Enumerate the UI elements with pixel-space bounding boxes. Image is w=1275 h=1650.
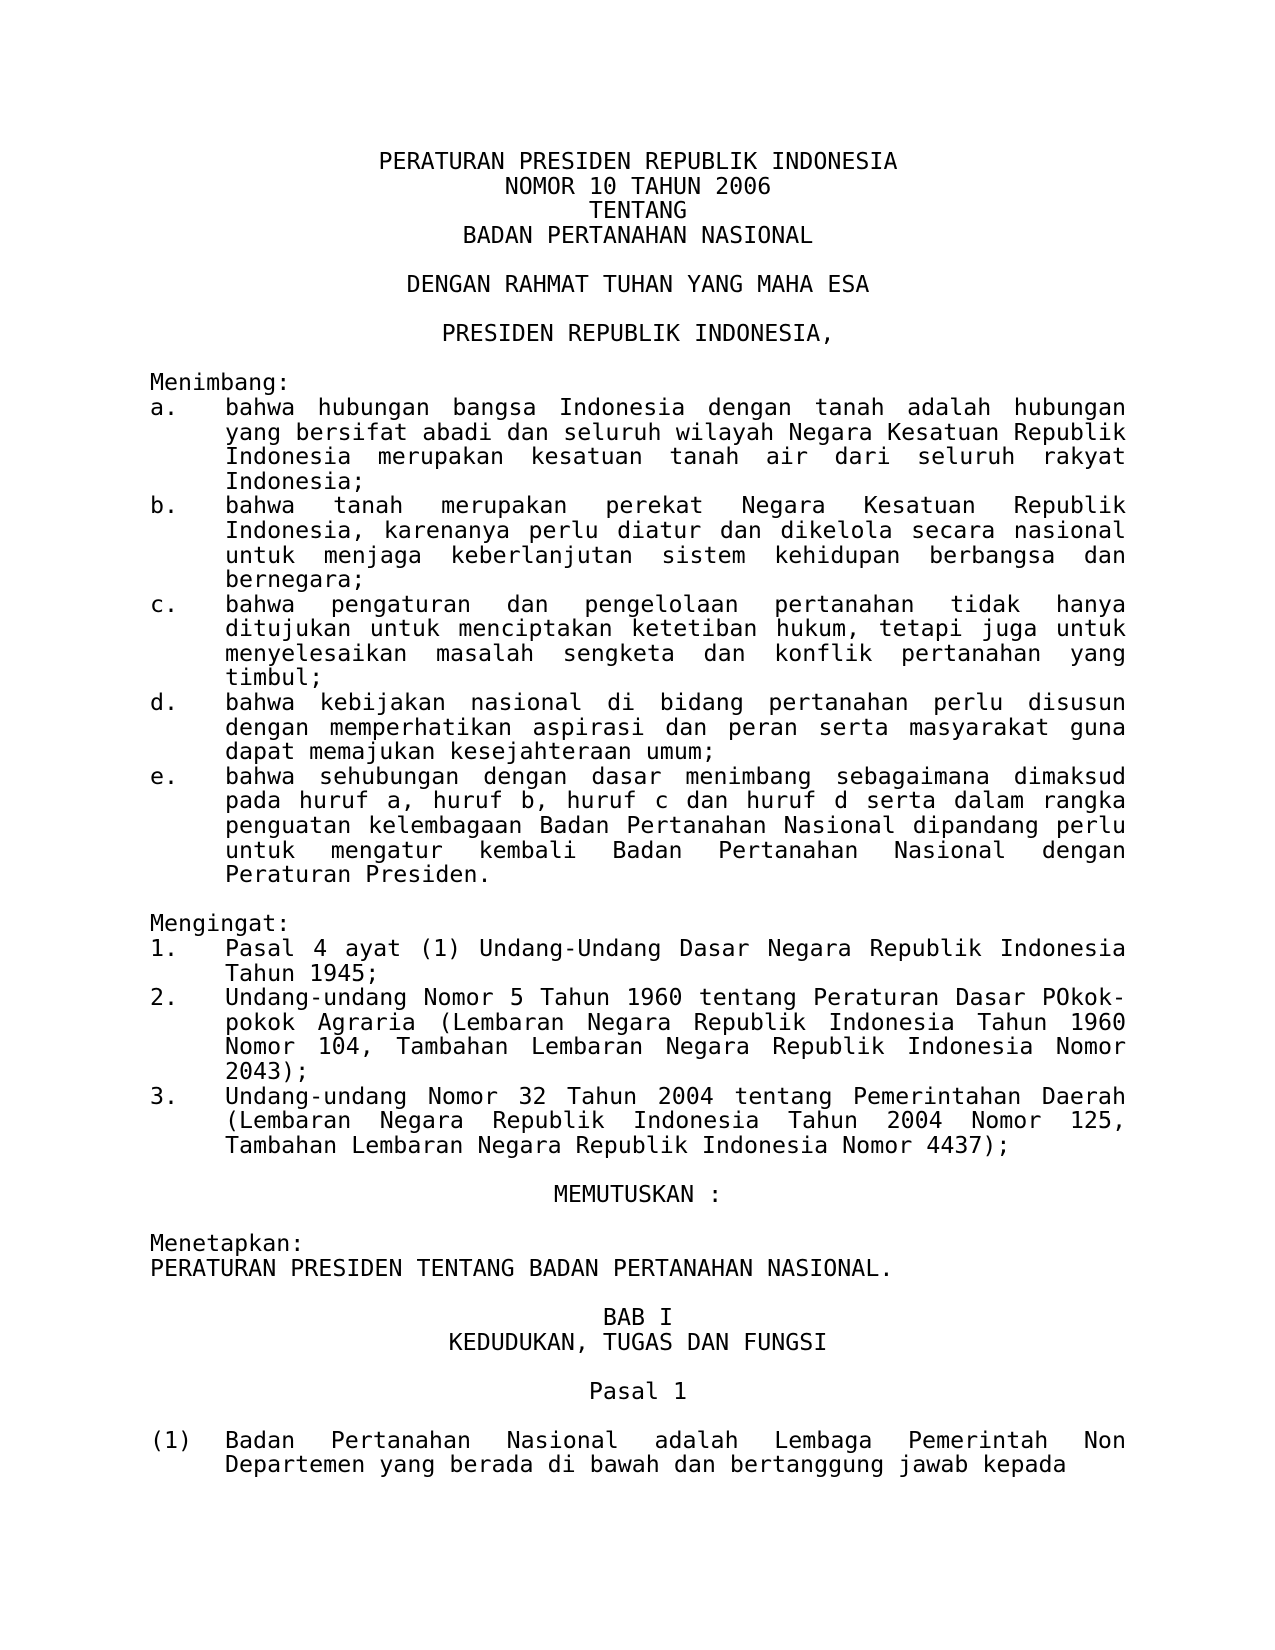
item-label: b. [150,492,179,520]
chapter-number: BAB I [602,1303,674,1331]
mengingat-item [150,937,1126,986]
regulation-type: PERATURAN PRESIDEN REPUBLIK INDONESIA [378,148,898,175]
item-text: Pasal 4 ayat (1) Undang-Undang Dasar Negara Republik Indonesia Tahun 1945; [225,935,1126,987]
regulation-subject: BADAN PERTANAHAN NASIONAL [462,221,814,249]
paragraph-label: (1) [150,1426,193,1454]
item-label: 1. [150,935,179,962]
mengingat-item [150,986,1126,1084]
item-text: Undang-undang Nomor 5 Tahun 1960 tentang Peraturan Dasar POkok-pokok Agraria (Lembaran Negara Republik Indonesia Tahun 1960 Nomor 104, Tambahan Lembaran Negara Republik Indonesia Nomor 2043); [225,984,1126,1085]
item-text: bahwa hubungan bangsa Indonesia dengan tanah adalah hubungan yang bersifat abadi dan seluruh wilayah Negara Kesatuan Republik Indonesia merupakan kesatuan tanah air dari seluruh rakyat Indonesia; [225,393,1126,495]
item-text: bahwa pengaturan dan pengelolaan pertanahan tidak hanya ditujukan untuk menciptakan ketetiban hukum, tetapi juga untuk menyelesaikan masalah sengketa dan konflik pertanahan yang timbul; [225,590,1126,692]
item-label: 3. [150,1082,179,1110]
article-title: Pasal 1 [588,1377,688,1405]
item-text: bahwa kebijakan nasional di bidang pertanahan perlu disusun dengan memperhatikan aspirasi dan peran serta masyarakat guna dapat memajukan kesejahteraan umum; [225,689,1126,766]
menimbang-section [150,371,1126,887]
menimbang-item [150,691,1126,765]
opening-phrase: DENGAN RAHMAT TUHAN YANG MAHA ESA [406,270,870,298]
item-label: a. [150,393,179,421]
menimbang-item [150,762,1126,889]
menimbang-item [150,393,1126,495]
menimbang-heading: Menimbang: [150,369,291,397]
mengingat-heading: Mengingat: [150,910,291,938]
mengingat-item [150,1082,1126,1159]
menimbang-item [150,590,1126,692]
menetapkan-heading: Menetapkan: [150,1230,305,1258]
menimbang-item [150,494,1126,592]
item-label: d. [150,689,179,717]
article-paragraph [150,1426,1126,1479]
item-text: bahwa sehubungan dengan dasar menimbang sebagaimana dimaksud pada huruf a, huruf b, huruf c dan huruf d serta dalam rangka penguatan kelembagaan Badan Pertanahan Nasional dipandang perlu untuk mengatur kembali Badan Pertanahan Nasional dengan Peraturan Presiden. [225,762,1126,889]
president-title: PRESIDEN REPUBLIK INDONESIA, [441,320,835,348]
mengingat-section [150,912,1126,1158]
item-label: c. [150,590,179,618]
regulation-number: NOMOR 10 TAHUN 2006 [504,172,772,200]
item-label: e. [150,762,179,790]
menetapkan-text: PERATURAN PRESIDEN TENTANG BADAN PERTANAHAN NASIONAL. [150,1254,894,1282]
paragraph-text: Badan Pertanahan Nasional adalah Lembaga Pemerintah Non Departemen yang berada di bawah dan bertanggung jawab kepada [225,1426,1126,1479]
item-text: Undang-undang Nomor 32 Tahun 2004 tentang Pemerintahan Daerah (Lembaran Negara Republik Indonesia Tahun 2004 Nomor 125, Tambahan Lembaran Negara Republik Indonesia Nomor 4437); [225,1082,1126,1159]
item-label: 2. [150,984,179,1012]
regulation-about: TENTANG [588,197,688,225]
document-header [150,150,1126,248]
menetapkan-section [150,1232,1126,1281]
document-page [150,150,1126,1478]
chapter-heading [150,1303,1126,1356]
memutuskan-heading: MEMUTUSKAN : [553,1180,723,1208]
item-text: bahwa tanah merupakan perekat Negara Kesatuan Republik Indonesia, karenanya perlu diatur dan dikelola secara nasional untuk menjaga keberlanjutan sistem kehidupan berbangsa dan bernegara; [225,492,1126,594]
chapter-title: KEDUDUKAN, TUGAS DAN FUNGSI [448,1328,828,1356]
